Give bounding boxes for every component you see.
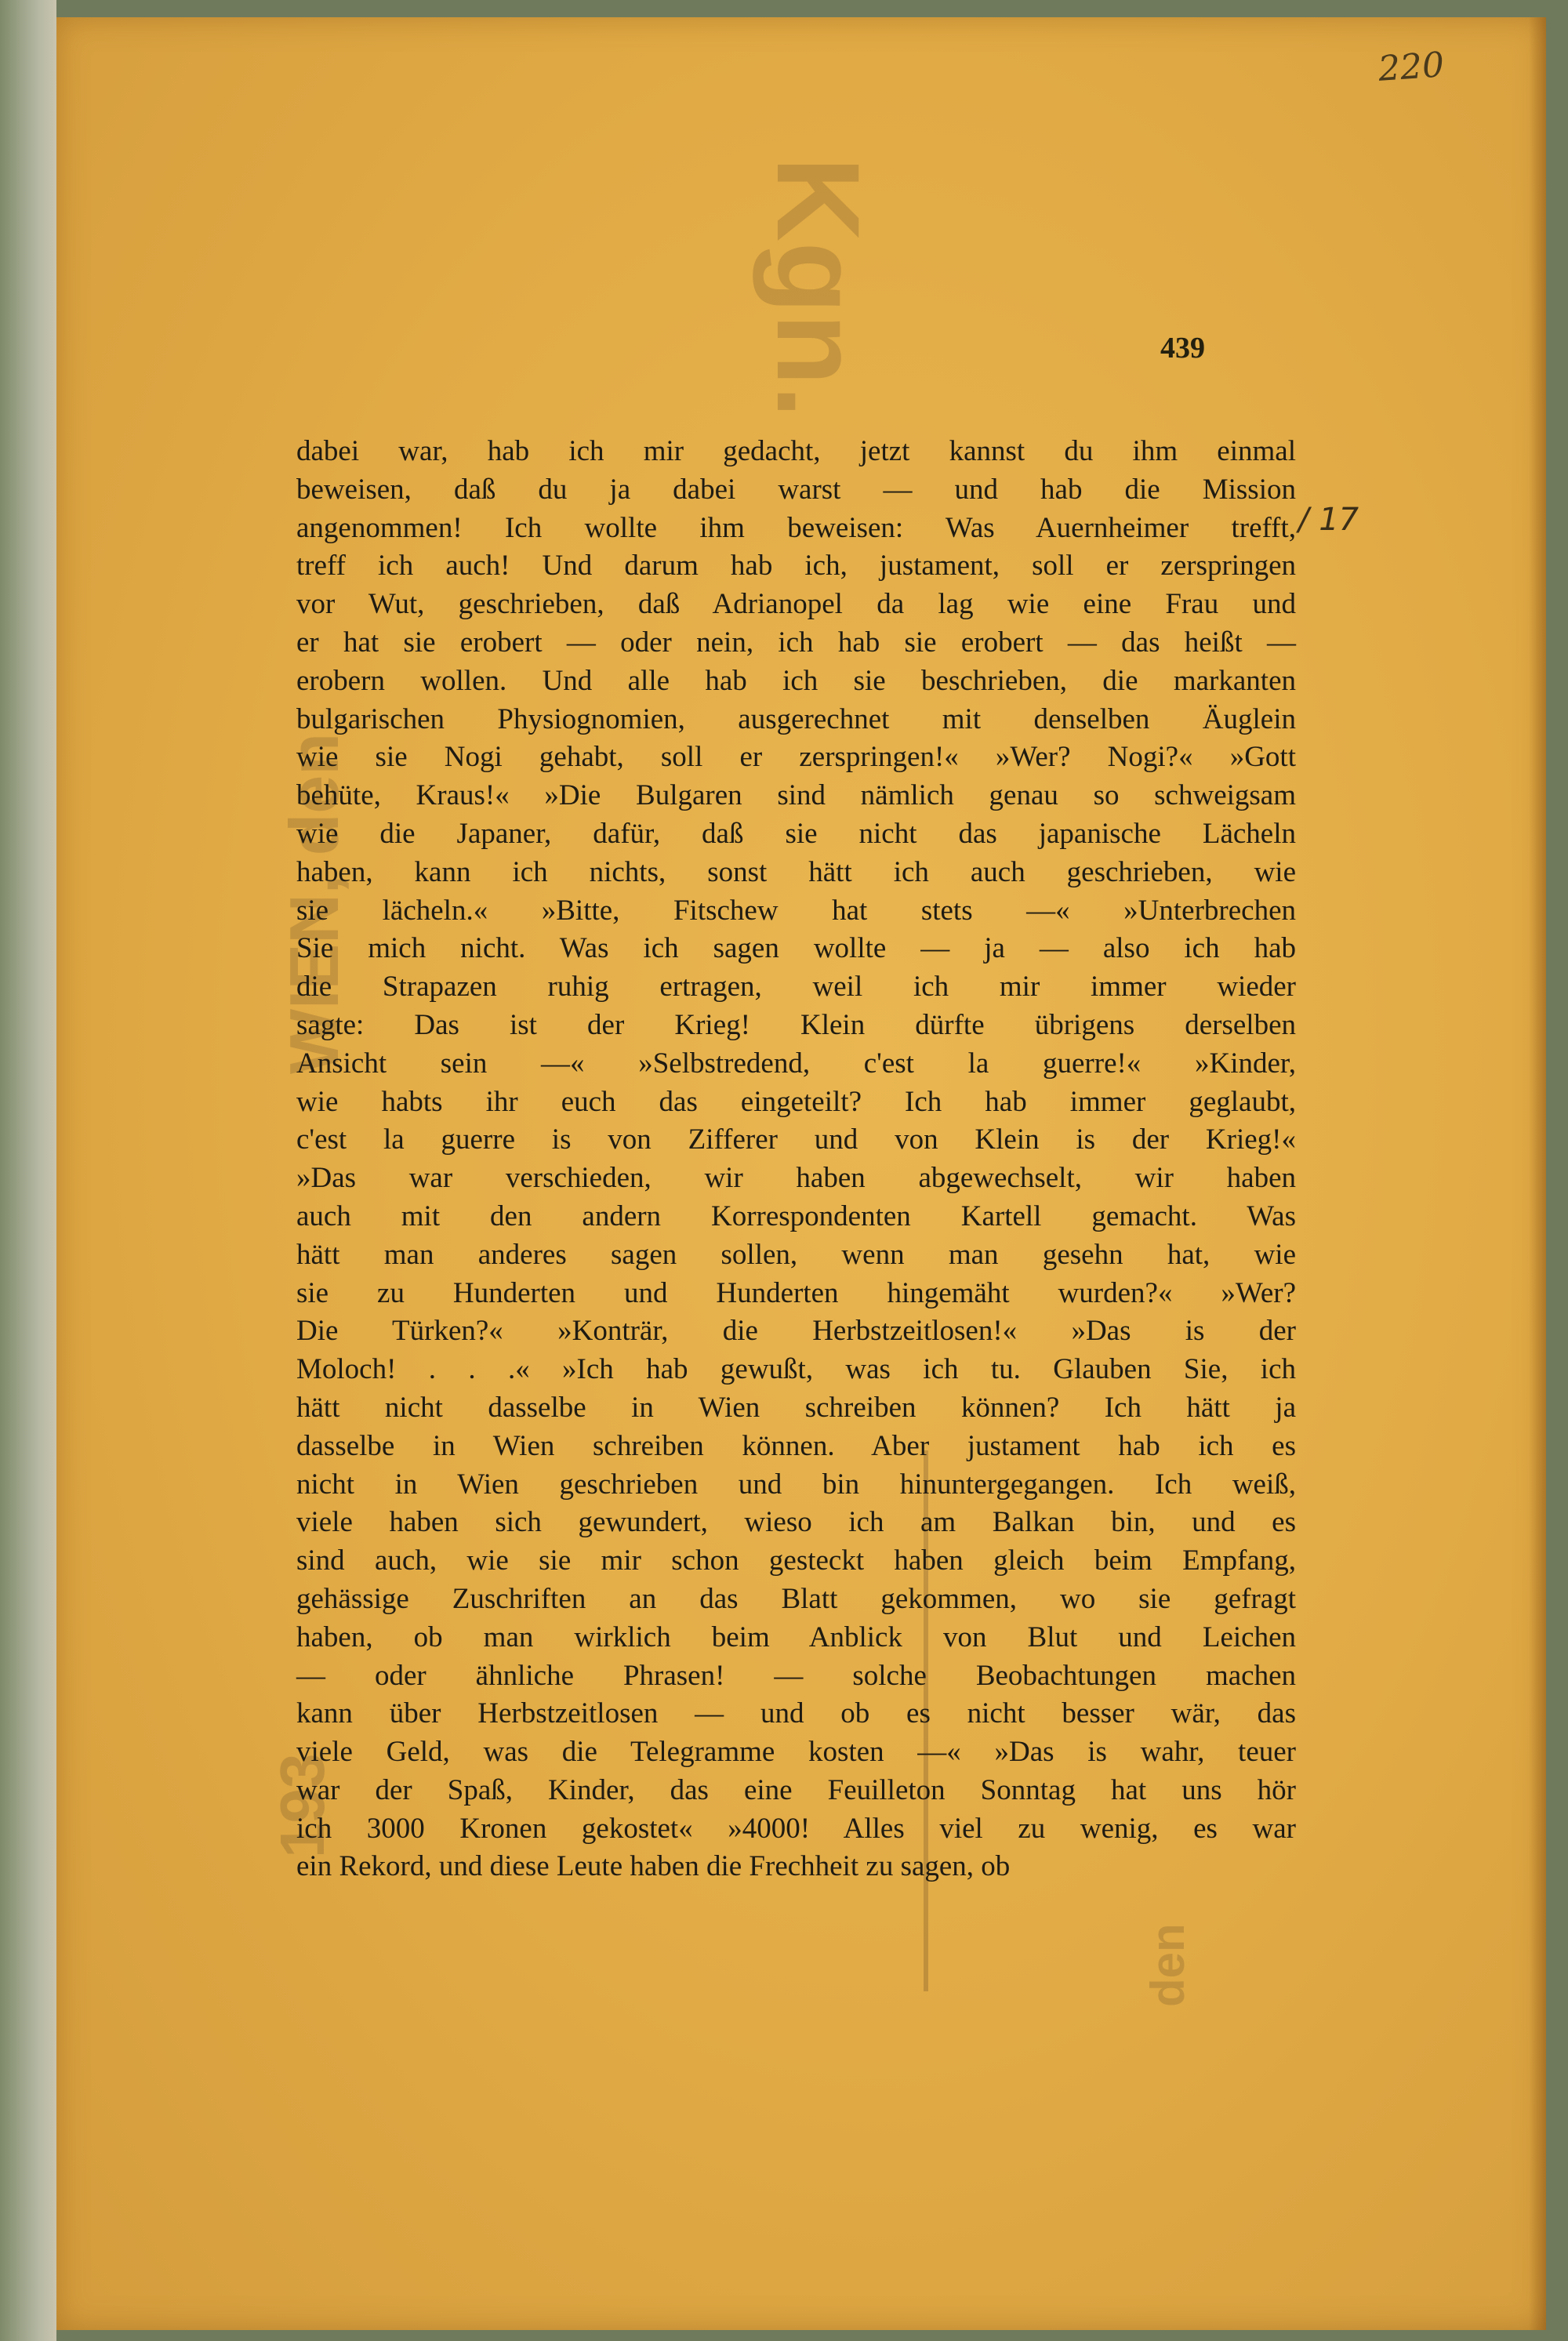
text-line: treff ich auch! Und darum hab ich, justament, soll er zerspringen xyxy=(296,550,1296,583)
text-line: erobern wollen. Und alle hab ich sie beschrieben, die markanten xyxy=(296,664,1296,697)
page-edge-shadow xyxy=(1529,17,1546,2330)
book-spine-strip xyxy=(0,0,56,2341)
handwritten-folio-number: 220 xyxy=(1377,45,1446,89)
text-line: die Strapazen ruhig ertragen, weil ich mir immer wieder xyxy=(296,971,1296,1004)
text-line: dabei war, hab ich mir gedacht, jetzt kannst du ihm einmal xyxy=(296,435,1296,467)
text-line: wie habts ihr euch das eingeteilt? Ich hab immer geglaubt, xyxy=(296,1085,1296,1118)
body-text xyxy=(296,433,1296,1886)
text-line: bulgarischen Physiognomien, ausgerechnet mit denselben Äuglein xyxy=(296,702,1296,735)
margin-annotation: / 17 xyxy=(1298,502,1359,538)
text-line: Sie mich nicht. Was ich sagen wollte — ja — also ich hab xyxy=(296,932,1296,965)
text-line: c'est la guerre is von Zifferer und von Klein is der Krieg!« xyxy=(296,1123,1296,1156)
text-line: — oder ähnliche Phrasen! — solche Beobachtungen machen xyxy=(296,1659,1296,1692)
stamp-watermark: Kgn. xyxy=(753,157,884,419)
text-line: viele haben sich gewundert, wieso ich am Balkan bin, und es xyxy=(296,1506,1296,1539)
text-line: hätt nicht dasselbe in Wien schreiben können? Ich hätt ja xyxy=(296,1391,1296,1424)
text-line: dasselbe in Wien schreiben können. Aber justament hab ich es xyxy=(296,1429,1296,1462)
stamp-watermark: 193 xyxy=(267,1753,337,1858)
text-line: sind auch, wie sie mir schon gesteckt haben gleich beim Empfang, xyxy=(296,1544,1296,1577)
page-number: 439 xyxy=(1160,332,1205,365)
text-line: vor Wut, geschrieben, daß Adrianopel da lag wie eine Frau und xyxy=(296,588,1296,621)
text-line: sagte: Das ist der Krieg! Klein dürfte übrigens derselben xyxy=(296,1008,1296,1041)
text-line: wie die Japaner, dafür, daß sie nicht das japanische Lächeln xyxy=(296,817,1296,850)
text-line: er hat sie erobert — oder nein, ich hab sie erobert — das heißt — xyxy=(296,626,1296,659)
text-line: auch mit den andern Korrespondenten Kartell gemacht. Was xyxy=(296,1200,1296,1232)
stamp-watermark: WIEN, den xyxy=(275,732,353,1074)
text-line: Die Türken?« »Konträr, die Herbstzeitlosen!« »Das is der xyxy=(296,1315,1296,1348)
text-line: gehässige Zuschriften an das Blatt gekommen, wo sie gefragt xyxy=(296,1582,1296,1615)
text-line: sie lächeln.« »Bitte, Fitschew hat stets —« »Unterbrechen xyxy=(296,894,1296,927)
text-line: haben, ob man wirklich beim Anblick von Blut und Leichen xyxy=(296,1621,1296,1653)
text-line: wie sie Nogi gehabt, soll er zerspringen!« »Wer? Nogi?« »Gott xyxy=(296,741,1296,774)
text-line: beweisen, daß du ja dabei warst — und hab die Mission xyxy=(296,473,1296,506)
text-line: kann über Herbstzeitlosen — und ob es nicht besser wär, das xyxy=(296,1697,1296,1730)
text-line: nicht in Wien geschrieben und bin hinuntergegangen. Ich weiß, xyxy=(296,1468,1296,1501)
text-line: angenommen! Ich wollte ihm beweisen: Was Auernheimer trefft, xyxy=(296,511,1296,544)
text-line: haben, kann ich nichts, sonst hätt ich auch geschrieben, wie xyxy=(296,855,1296,888)
text-line: viele Geld, was die Telegramme kosten —« »Das is wahr, teuer xyxy=(296,1736,1296,1769)
text-line: Ansicht sein —« »Selbstredend, c'est la guerre!« »Kinder, xyxy=(296,1047,1296,1080)
text-line: behüte, Kraus!« »Die Bulgaren sind nämlich genau so schweigsam xyxy=(296,779,1296,812)
text-line: ein Rekord, und diese Leute haben die Frechheit zu sagen, ob xyxy=(296,1850,1011,1883)
text-line: ich 3000 Kronen gekostet« »4000! Alles viel zu wenig, es war xyxy=(296,1812,1296,1845)
text-line: Moloch! . . .« »Ich hab gewußt, was ich tu. Glauben Sie, ich xyxy=(296,1353,1296,1386)
text-line: hätt man anderes sagen sollen, wenn man gesehn hat, wie xyxy=(296,1238,1296,1271)
text-line: sie zu Hunderten und Hunderten hingemäht wurden?« »Wer? xyxy=(296,1276,1296,1309)
text-line: war der Spaß, Kinder, das eine Feuilleton Sonntag hat uns hör xyxy=(296,1773,1296,1806)
text-line: »Das war verschieden, wir haben abgewechselt, wir haben xyxy=(296,1162,1296,1195)
stamp-watermark: den xyxy=(1142,1923,1194,2007)
